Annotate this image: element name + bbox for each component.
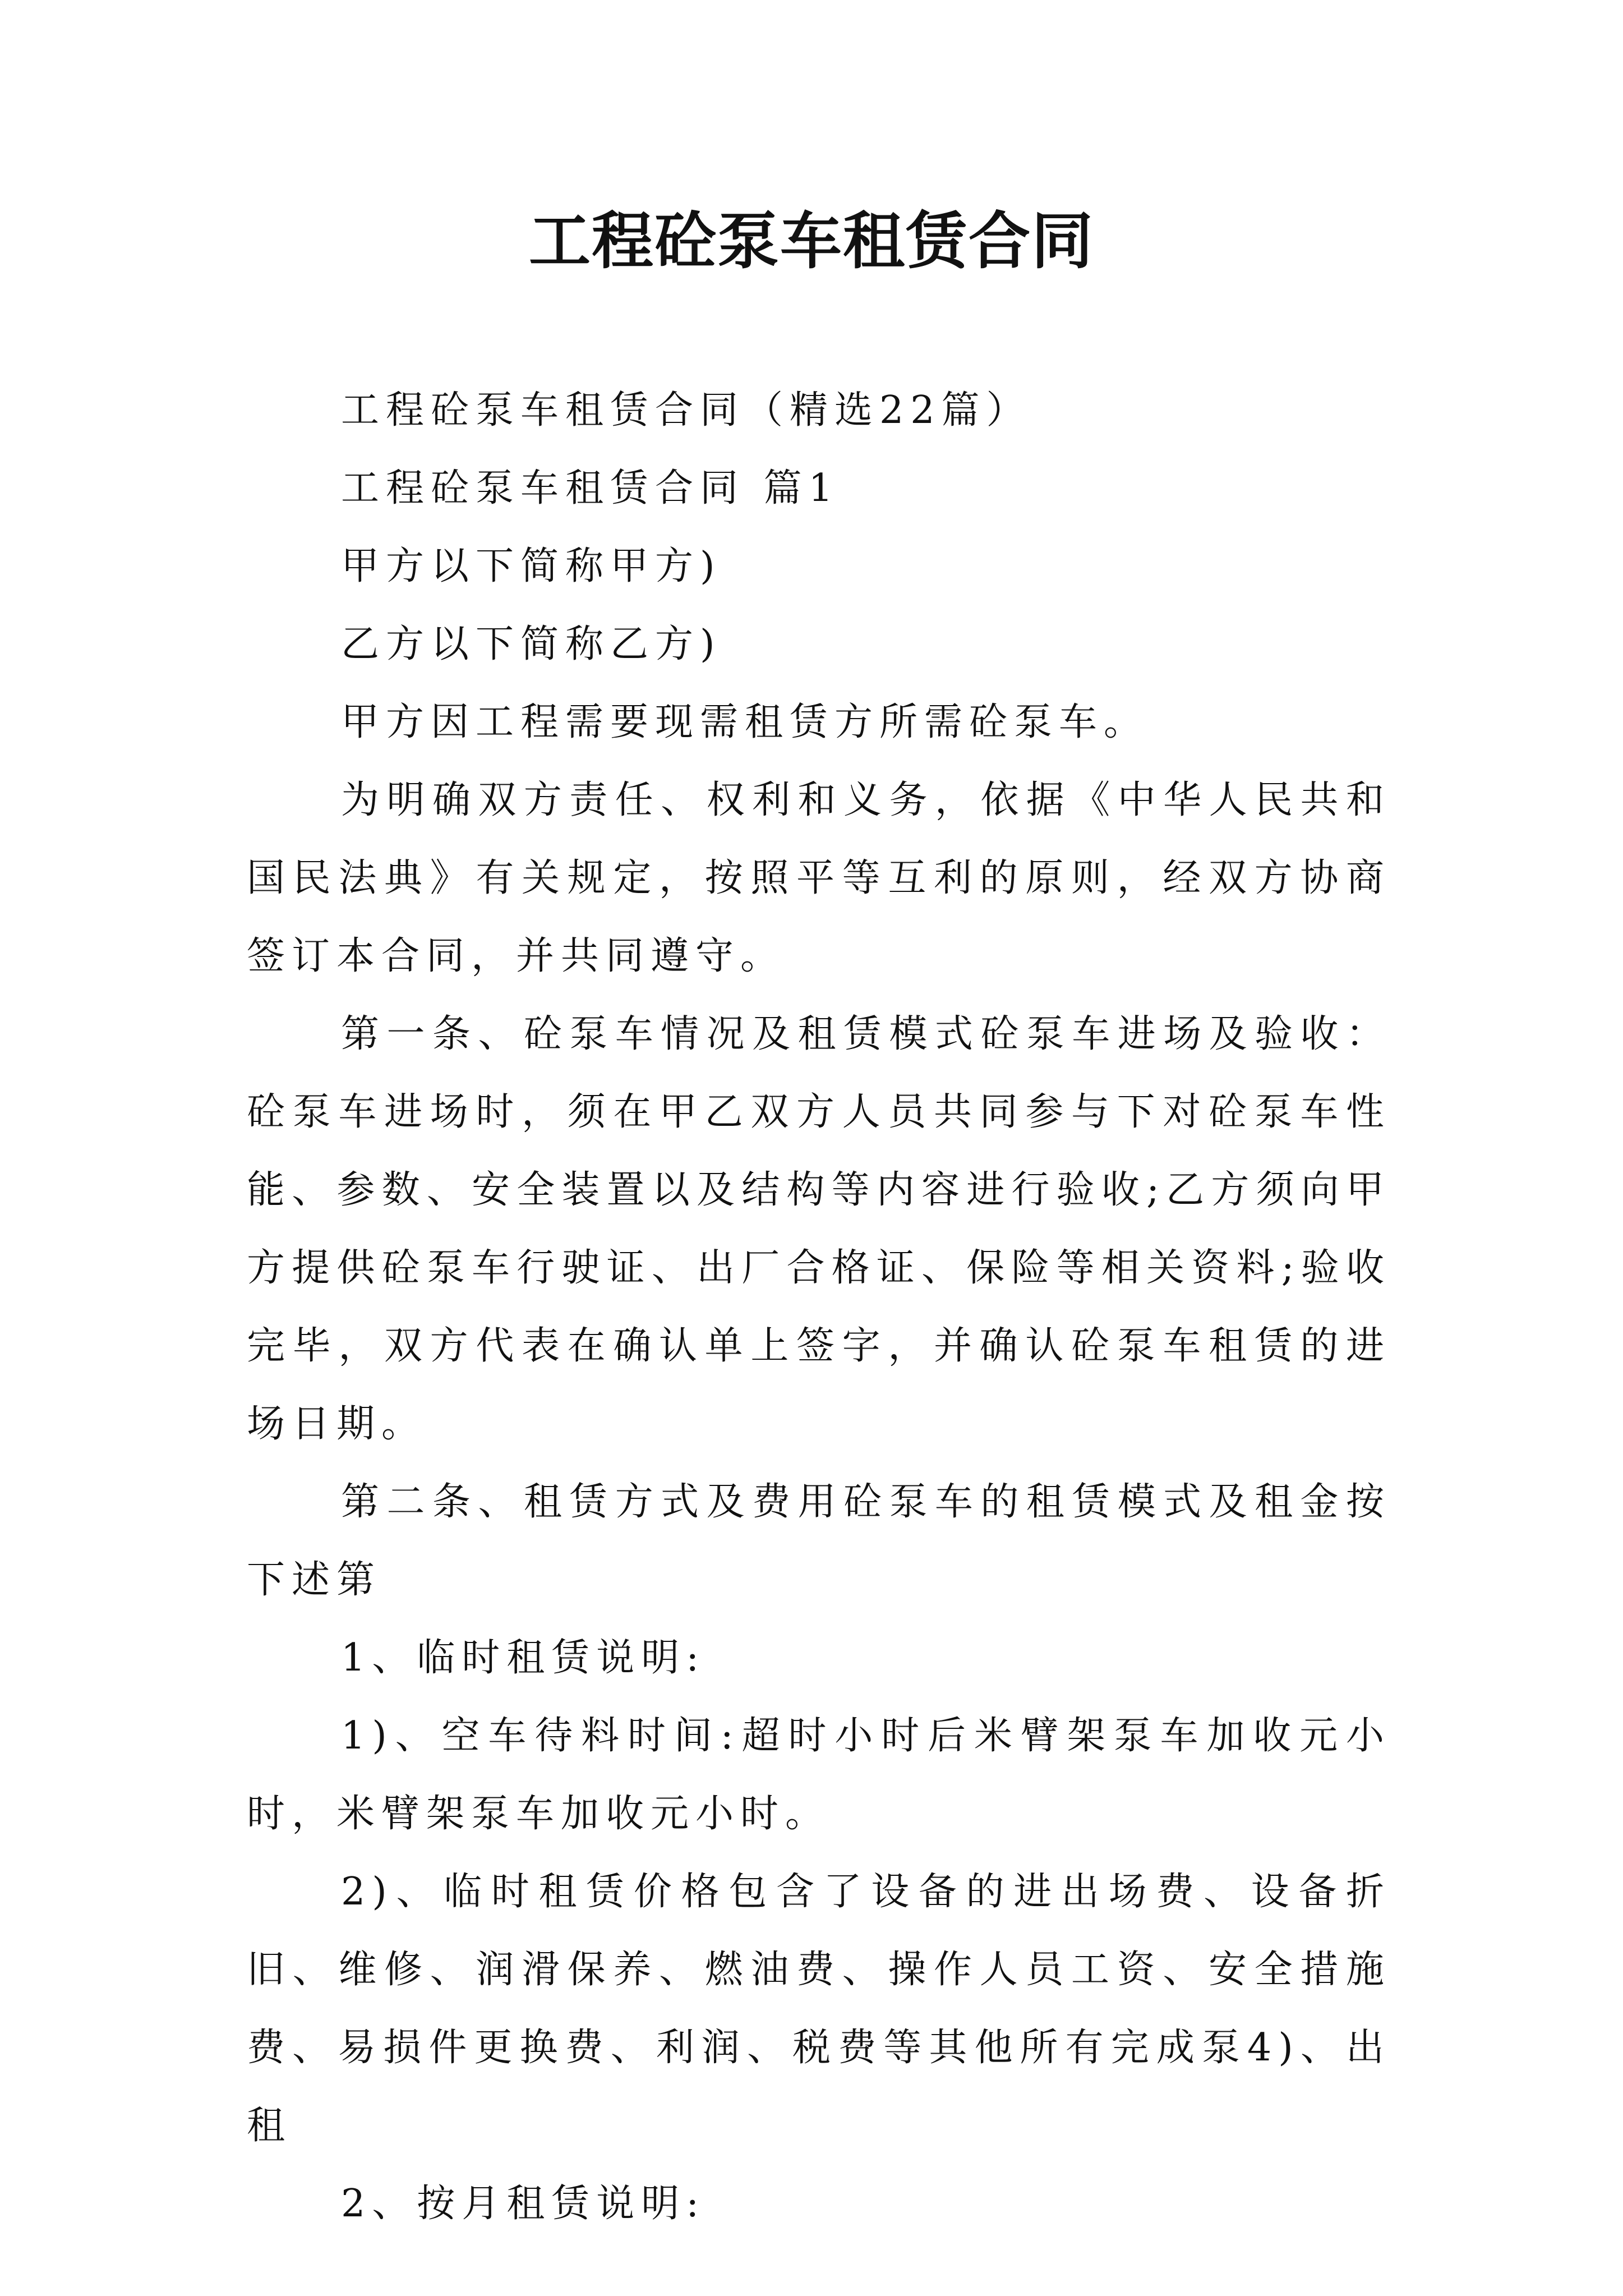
document-body — [247, 371, 1391, 2243]
paragraph-monthly-rental: 2、按月租赁说明: — [341, 2182, 706, 2226]
paragraph-article-2: 第二条、租赁方式及费用砼泵车的租赁模式及租金按下述第 — [247, 1480, 1391, 1602]
paragraph-part-heading: 工程砼泵车租赁合同 篇1 — [341, 466, 840, 510]
paragraph-party-b: 乙方以下简称乙方) — [341, 622, 722, 666]
paragraph-basis: 为明确双方责任、权利和义务，依据《中华人民共和国民法典》有关规定，按照平等互利的原则，经双方协商签订本合同，并共同遵守。 — [247, 778, 1391, 978]
paragraph-price-includes: 2)、临时租赁价格包含了设备的进出场费、设备折旧、维修、润滑保养、燃油费、操作人员工资、安全措施费、易损件更换费、利润、税费等其他所有完成泵4)、出租 — [247, 1870, 1391, 2148]
paragraph-idle-time: 1)、空车待料时间:超时小时后米臂架泵车加收元小时，米臂架泵车加收元小时。 — [247, 1714, 1391, 1836]
paragraph-temporary-rental: 1、临时租赁说明: — [341, 1636, 706, 1680]
paragraph-collection-title: 工程砼泵车租赁合同（精选22篇） — [341, 388, 1031, 432]
paragraph-purpose: 甲方因工程需要现需租赁方所需砼泵车。 — [341, 700, 1149, 744]
paragraph-party-a: 甲方以下简称甲方) — [341, 544, 722, 588]
document-title: 工程砼泵车租赁合同 — [529, 205, 1094, 277]
paragraph-article-1: 第一条、砼泵车情况及租赁模式砼泵车进场及验收：砼泵车进场时，须在甲乙双方人员共同参与下对砼泵车性能、参数、安全装置以及结构等内容进行验收;乙方须向甲方提供砼泵车行驶证、出厂合格证、保险等相关资料;验收完毕，双方代表在确认单上签字，并确认砼泵车租赁的进场日期。 — [247, 1012, 1391, 1446]
